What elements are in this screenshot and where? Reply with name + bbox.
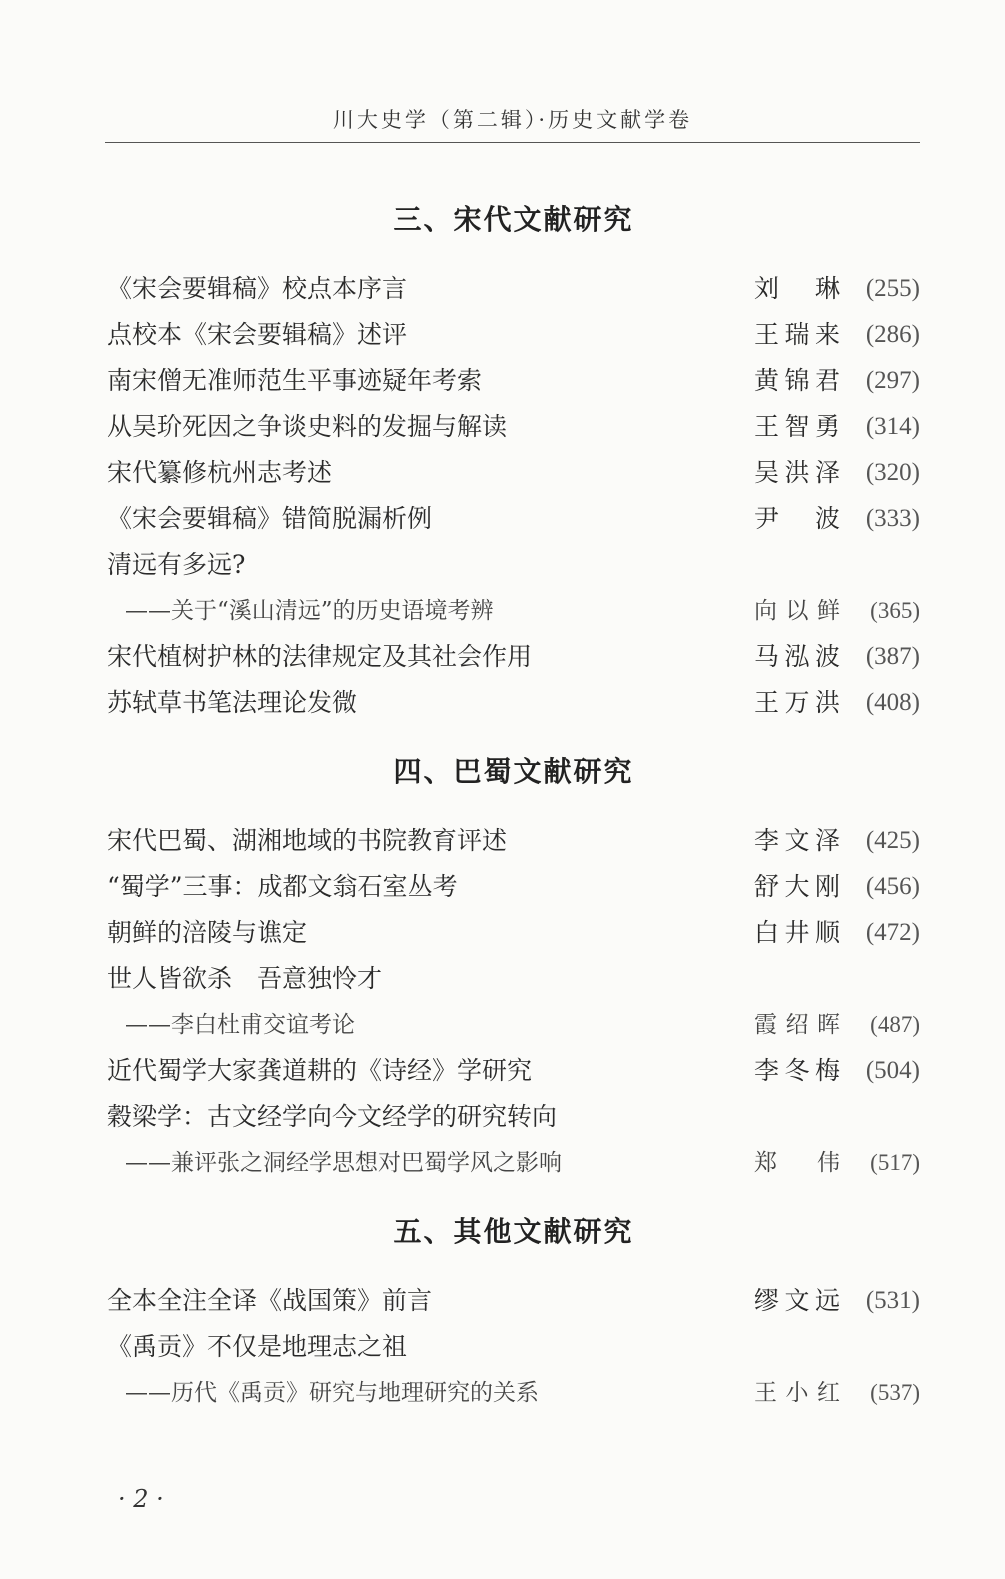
entry-page: (286)	[865, 321, 920, 348]
toc-entry[interactable]	[107, 1094, 920, 1140]
entry-page: (487)	[870, 1012, 920, 1037]
entry-author: 李冬梅	[754, 1056, 840, 1085]
entry-page: (537)	[870, 1380, 920, 1405]
entry-title: 清远有多远?	[107, 550, 246, 579]
toc-entry[interactable]	[107, 864, 920, 910]
toc-entry-subtitle	[107, 1002, 920, 1048]
toc-entry[interactable]	[107, 450, 920, 496]
entry-page: (531)	[865, 1287, 920, 1314]
entry-page: (320)	[865, 459, 920, 486]
dot-leader	[342, 450, 740, 496]
toc-entry[interactable]	[107, 404, 920, 450]
dot-leader	[492, 358, 740, 404]
entry-title: 世人皆欲杀 吾意独怜才	[107, 964, 383, 993]
entry-subtitle: ——李白杜甫交谊考论	[125, 1012, 355, 1038]
page-number: · 2 ·	[118, 1485, 164, 1513]
entry-title: 点校本《宋会要辑稿》述评	[107, 320, 408, 349]
entry-title: 朝鲜的涪陵与谯定	[107, 918, 308, 947]
entry-page: (456)	[865, 873, 920, 900]
entry-author: 王万洪	[754, 688, 840, 717]
dot-leader	[504, 588, 740, 634]
entry-author: 白井顺	[754, 918, 840, 947]
dot-leader	[365, 1002, 740, 1048]
toc-entry[interactable]	[107, 312, 920, 358]
entry-page: (314)	[865, 413, 920, 440]
dot-leader	[417, 266, 740, 312]
entry-title: 全本全注全译《战国策》前言	[107, 1286, 433, 1315]
section-heading: 四、巴蜀文献研究	[393, 755, 634, 788]
dot-leader	[542, 1048, 740, 1094]
entry-author: 马泓波	[754, 642, 840, 671]
entry-title: 近代蜀学大家龚道耕的《诗经》学研究	[107, 1056, 533, 1085]
entry-author: 尹波	[754, 504, 840, 533]
entry-title: 宋代纂修杭州志考述	[107, 458, 333, 487]
entry-author: 向以鲜	[754, 598, 840, 624]
toc-entry[interactable]	[107, 956, 920, 1002]
toc-entry[interactable]	[107, 1278, 920, 1324]
entry-title: “蜀学”三事：成都文翁石室丛考	[107, 872, 458, 901]
toc-entry[interactable]	[107, 680, 920, 726]
toc-entry[interactable]	[107, 1048, 920, 1094]
entry-author: 吴洪泽	[754, 458, 840, 487]
toc-entry[interactable]	[107, 542, 920, 588]
entry-subtitle: ——关于“溪山清远”的历史语境考辨	[125, 598, 494, 624]
toc-entry[interactable]	[107, 496, 920, 542]
entry-author: 缪文远	[754, 1286, 840, 1315]
entry-page: (387)	[865, 643, 920, 670]
entry-page: (408)	[865, 689, 920, 716]
header-rule	[105, 142, 920, 143]
dot-leader	[442, 496, 740, 542]
entry-author: 王智勇	[754, 412, 840, 441]
entry-title: 穀梁学：古文经学向今文经学的研究转向	[107, 1102, 558, 1131]
entry-page: (472)	[865, 919, 920, 946]
toc-entry-subtitle	[107, 588, 920, 634]
entry-author: 舒大刚	[754, 872, 840, 901]
entry-title: 南宋僧无准师范生平事迹疑年考索	[107, 366, 483, 395]
dot-leader	[542, 634, 740, 680]
dot-leader	[442, 1278, 740, 1324]
entry-author: 王小红	[754, 1380, 840, 1406]
entry-page: (425)	[865, 827, 920, 854]
entry-title: 《宋会要辑稿》错简脱漏析例	[107, 504, 433, 533]
toc-entry[interactable]	[107, 634, 920, 680]
toc-entry-subtitle	[107, 1370, 920, 1416]
dot-leader	[317, 910, 740, 956]
entry-author: 王瑞来	[754, 320, 840, 349]
entry-title: 《宋会要辑稿》校点本序言	[107, 274, 408, 303]
dot-leader	[517, 404, 740, 450]
entry-author: 黄锦君	[754, 366, 840, 395]
entry-page: (255)	[865, 275, 920, 302]
dot-leader	[367, 680, 740, 726]
entry-title: 《禹贡》不仅是地理志之祖	[107, 1332, 408, 1361]
toc-entry[interactable]	[107, 910, 920, 956]
entry-author: 李文泽	[754, 826, 840, 855]
section-heading: 五、其他文献研究	[393, 1215, 634, 1248]
entry-author: 郑伟	[754, 1150, 840, 1176]
entry-author: 刘琳	[754, 274, 840, 303]
dot-leader	[517, 818, 740, 864]
entry-page: (504)	[865, 1057, 920, 1084]
dot-leader	[572, 1140, 740, 1186]
dot-leader	[417, 312, 740, 358]
section-heading: 三、宋代文献研究	[393, 203, 634, 236]
table-of-contents	[107, 174, 920, 1416]
entry-author: 霞绍晖	[754, 1012, 840, 1038]
dot-leader	[549, 1370, 740, 1416]
dot-leader	[468, 864, 740, 910]
toc-entry[interactable]	[107, 358, 920, 404]
entry-title: 宋代植树护林的法律规定及其社会作用	[107, 642, 533, 671]
entry-page: (333)	[865, 505, 920, 532]
entry-page: (297)	[865, 367, 920, 394]
toc-entry[interactable]	[107, 266, 920, 312]
entry-page: (517)	[870, 1150, 920, 1175]
entry-subtitle: ——兼评张之洞经学思想对巴蜀学风之影响	[125, 1150, 562, 1176]
entry-page: (365)	[870, 598, 920, 623]
running-header: 川大史学（第二辑）·历史文献学卷	[332, 108, 693, 132]
toc-entry[interactable]	[107, 1324, 920, 1370]
entry-title: 苏轼草书笔法理论发微	[107, 688, 358, 717]
toc-entry-subtitle	[107, 1140, 920, 1186]
entry-title: 从吴玠死因之争谈史料的发掘与解读	[107, 412, 508, 441]
toc-entry[interactable]	[107, 818, 920, 864]
entry-title: 宋代巴蜀、湖湘地域的书院教育评述	[107, 826, 508, 855]
entry-subtitle: ——历代《禹贡》研究与地理研究的关系	[125, 1380, 539, 1406]
